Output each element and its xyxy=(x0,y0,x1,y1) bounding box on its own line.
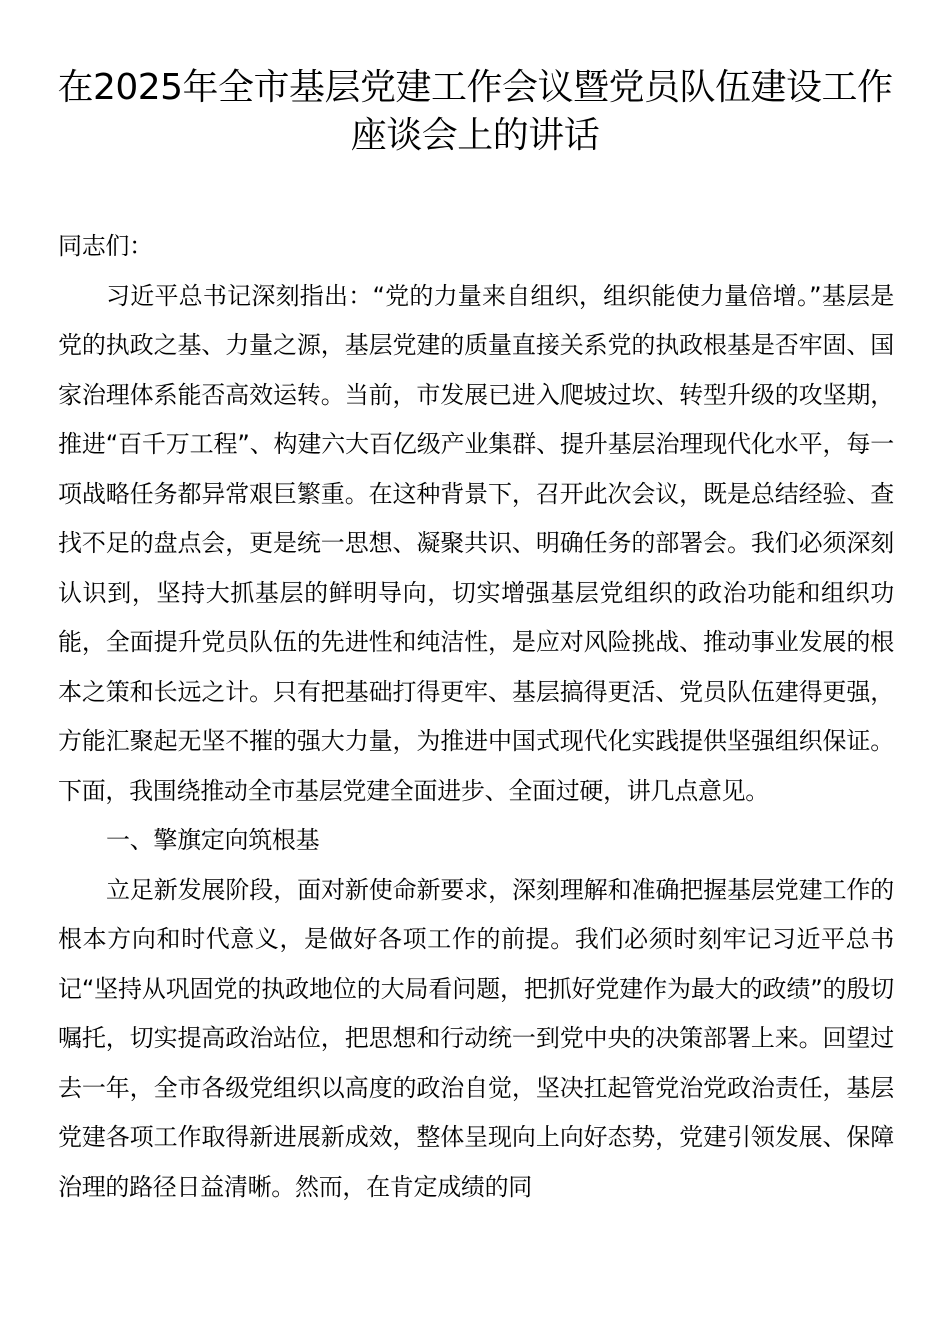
intro-paragraph: 习近平总书记深刻指出：“党的力量来自组织，组织能使力量倍增。”基层是党的执政之基、力量之源，基层党建的质量直接关系党的执政根基是否牢固、国家治理体系能否高效运转。当前，市发展已进入爬坡过坎、转型升级的攻坚期，推进“百千万工程”、构建六大百亿级产业集群、提升基层治理现代化水平，每一项战略任务都异常艰巨繁重。在这种背景下，召开此次会议，既是总结经验、查找不足的盘点会，更是统一思想、凝聚共识、明确任务的部署会。我们必须深刻认识到，坚持大抓基层的鲜明导向，切实增强基层党组织的政治功能和组织功能，全面提升党员队伍的先进性和纯洁性，是应对风险挑战、推动事业发展的根本之策和长远之计。只有把基础打得更牢、基层搞得更活、党员队伍建得更强，方能汇聚起无坚不摧的强大力量，为推进中国式现代化实践提供坚强组织保证。下面，我围绕推动全市基层党建全面进步、全面过硬，讲几点意见。 xyxy=(58,281,894,805)
document-title: 在2025年全市基层党建工作会议暨党员队伍建设工作座谈会上的讲话 xyxy=(57,67,893,156)
section-heading: 一、擎旗定向筑根基 xyxy=(106,826,320,854)
salutation: 同志们： xyxy=(58,232,153,260)
document-body xyxy=(58,222,894,1212)
section-paragraph: 立足新发展阶段，面对新使命新要求，深刻理解和准确把握基层党建工作的根本方向和时代意义，是做好各项工作的前提。我们必须时刻牢记习近平总书记“坚持从巩固党的执政地位的大局看问题，把抓好党建作为最大的政绩”的殷切嘱托，切实提高政治站位，把思想和行动统一到党中央的决策部署上来。回望过去一年，全市各级党组织以高度的政治自觉，坚决扛起管党治党政治责任，基层党建各项工作取得新进展新成效，整体呈现向上向好态势，党建引领发展、保障治理的路径日益清晰。然而，在肯定成绩的同 xyxy=(58,875,894,1201)
